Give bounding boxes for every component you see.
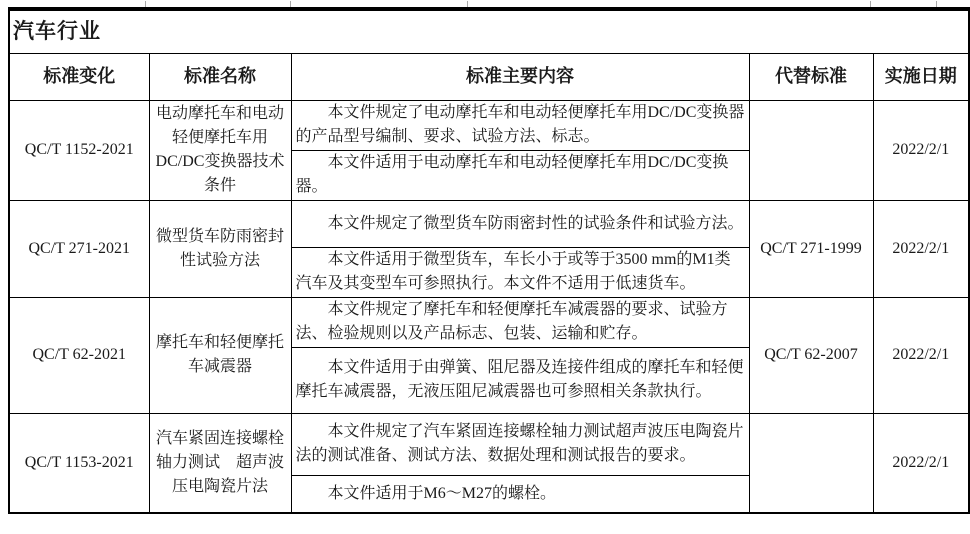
table-row <box>9 297 969 347</box>
replaced-standard-cell <box>749 413 873 513</box>
scope-cell: 本文件规定了汽车紧固连接螺栓轴力测试超声波压电陶瓷片法的测试准备、测试方法、数据处理和测试报告的要求。 <box>291 413 749 475</box>
header-main-content: 标准主要内容 <box>291 53 749 100</box>
application-cell: 本文件适用于微型货车，车长小于或等于3500 mm的M1类汽车及其变型车可参照执行。本文件不适用于低速货车。 <box>291 247 749 297</box>
section-title: 汽车行业 <box>9 9 969 53</box>
replaced-standard-cell: QC/T 62-2007 <box>749 297 873 413</box>
application-cell: 本文件适用于由弹簧、阻尼器及连接件组成的摩托车和轻便摩托车减震器，无液压阻尼减震器也可参照相关条款执行。 <box>291 347 749 413</box>
standard-name-cell: 汽车紧固连接螺栓轴力测试 超声波压电陶瓷片法 <box>149 413 291 513</box>
table-row <box>9 413 969 475</box>
standard-name-cell: 电动摩托车和电动轻便摩托车用DC/DC变换器技术条件 <box>149 100 291 200</box>
replaced-standard-cell: QC/T 271-1999 <box>749 200 873 297</box>
table-row <box>9 100 969 150</box>
implementation-date-cell: 2022/2/1 <box>873 413 969 513</box>
implementation-date-cell: 2022/2/1 <box>873 200 969 297</box>
standard-change-cell: QC/T 1152-2021 <box>9 100 149 200</box>
scope-cell: 本文件规定了微型货车防雨密封性的试验条件和试验方法。 <box>291 200 749 247</box>
standard-name-cell: 微型货车防雨密封性试验方法 <box>149 200 291 297</box>
replaced-standard-cell <box>749 100 873 200</box>
header-implementation-date: 实施日期 <box>873 53 969 100</box>
standard-name-cell: 摩托车和轻便摩托车减震器 <box>149 297 291 413</box>
header-standard-name: 标准名称 <box>149 53 291 100</box>
standard-change-cell: QC/T 271-2021 <box>9 200 149 297</box>
scope-cell: 本文件规定了电动摩托车和电动轻便摩托车用DC/DC变换器的产品型号编制、要求、试验方法、标志。 <box>291 100 749 150</box>
standard-change-cell: QC/T 1153-2021 <box>9 413 149 513</box>
application-cell: 本文件适用于M6～M27的螺栓。 <box>291 475 749 513</box>
header-replaced-standard: 代替标准 <box>749 53 873 100</box>
implementation-date-cell: 2022/2/1 <box>873 100 969 200</box>
scope-cell: 本文件规定了摩托车和轻便摩托车减震器的要求、试验方法、检验规则以及产品标志、包装、运输和贮存。 <box>291 297 749 347</box>
implementation-date-cell: 2022/2/1 <box>873 297 969 413</box>
standard-change-cell: QC/T 62-2021 <box>9 297 149 413</box>
table-row <box>9 200 969 247</box>
standards-table <box>8 7 970 514</box>
application-cell: 本文件适用于电动摩托车和电动轻便摩托车用DC/DC变换器。 <box>291 150 749 200</box>
header-standard-change: 标准变化 <box>9 53 149 100</box>
